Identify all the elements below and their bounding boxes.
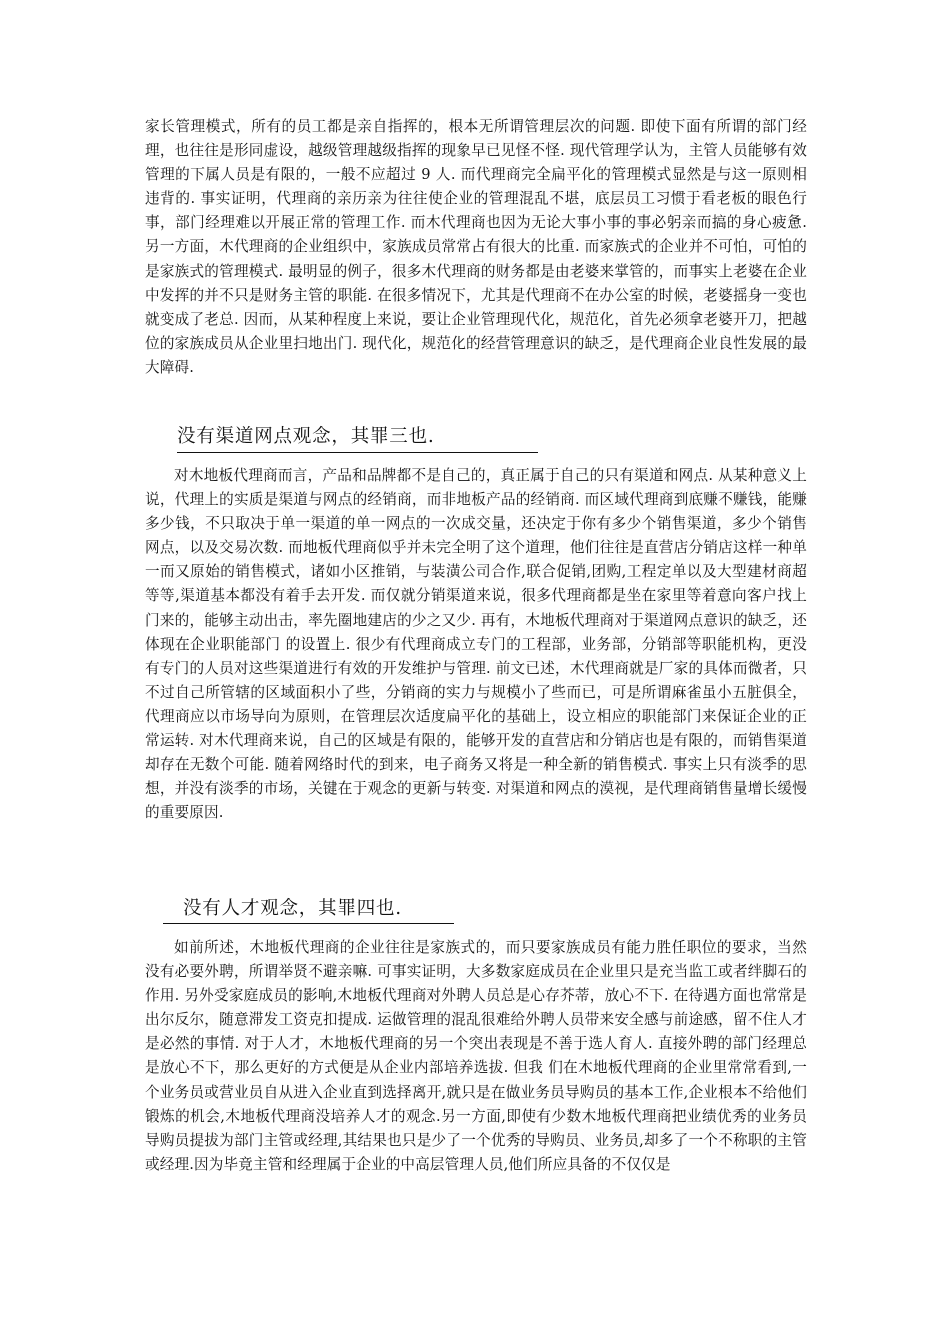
section-heading-channels: 没有渠道网点观念，其罪三也. <box>177 426 435 447</box>
channels-paragraph: 对木地板代理商而言，产品和品牌都不是自己的，真正属于自己的只有渠道和网点. 从某种意义上说，代理上的实质是渠道与网点的经销商，而非地板产品的经销商. 而区域代理商到底赚不赚钱，能赚多少钱，不只取决于单一渠道的单一网点的一次成交量，还决定于你有多少个销售渠道，多少个销售网点，以及交易次数. 而地板代理商似乎并未完全明了这个道理，他们往往是直营店分销店这样一种单一而又原始的销售模式，诸如小区推销，与装潢公司合作,联合促销,团购,工程定单以及大型建材商超等等,渠道基本都没有着手去开发. 而仅就分销渠道来说，很多代理商都是坐在家里等着意向客户找上门来的，能够主动出击，率先圈地建店的少之又少. 再有，木地板代理商对于渠道网点意识的缺乏，还体现在企业职能部门 的设置上. 很少有代理商成立专门的工程部，业务部，分销部等职能机构，更没有专门的人员对这些渠道进行有效的开发维护与管理. 前文已述，木代理商就是厂家的具体而微者，只不过自己所管辖的区域面积小了些，分销商的实力与规模小了些而已，可是所谓麻雀虽小五脏俱全，代理商应以市场导向为原则，在管理层次适度扁平化的基础上，设立相应的职能部门来保证企业的正常运转. 对木代理商来说，自己的区域是有限的，能够开发的直营店和分销店也是有限的，而销售渠道却存在无数个可能. 随着网络时代的到来，电子商务又将是一种全新的销售模式. 事实上只有淡季的思想，并没有淡季的市场，关键在于观念的更新与转变. 对渠道和网点的漠视，是代理商销售量增长缓慢的重要原因. <box>145 467 807 822</box>
intro-paragraph: 家长管理模式，所有的员工都是亲自指挥的，根本无所谓管理层次的问题. 即使下面有所谓的部门经理，也往往是形同虚设，越级管理越级指挥的现象早已见怪不怪. 现代管理学认为，主管人员能够有效管理的下属人员是有限的，一般不应超过 9 人. 而代理商完全扁平化的管理模式显然是与这一原则相违背的. 事实证明，代理商的亲历亲为往往使企业的管理混乱不堪，底层员工习惯于看老板的眼色行事，部门经理难以开展正常的管理工作. 而木代理商也因为无论大事小事的事必躬亲而搞的身心疲惫. 另一方面，木代理商的企业组织中，家族成员常常占有很大的比重. 而家族式的企业并不可怕，可怕的是家族式的管理模式. 最明显的例子，很多木代理商的财务都是由老婆来掌管的，而事实上老婆在企业中发挥的并不只是财务主管的职能. 在很多情况下，尤其是代理商不在办公室的时候，老婆摇身一变也就变成了老总. 因而，从某种程度上来说，要让企业管理现代化，规范化，首先必须拿老婆开刀，把越位的家族成员从企业里扫地出门. 现代化，规范化的经营管理意识的缺乏，是代理商企业良性发展的最大障碍. <box>145 118 807 376</box>
section-heading-underline <box>177 452 538 453</box>
section-heading-talent: 没有人才观念，其罪四也. <box>183 898 402 919</box>
section-heading-underline <box>163 923 454 924</box>
talent-paragraph: 如前所述，木地板代理商的企业往往是家族式的，而只要家族成员有能力胜任职位的要求，当然没有必要外聘，所谓举贤不避亲嘛. 可事实证明，大多数家庭成员在企业里只是充当监工或者绊脚石的作用. 另外受家庭成员的影响,木地板代理商对外聘人员总是心存芥蒂，放心不下. 在待遇方面也常常是出尔反尔，随意滞发工资克扣提成. 运做管理的混乱很难给外聘人员带来安全感与前途感，留不住人才是必然的事情. 对于人才，木地板代理商的另一个突出表现是不善于选人育人. 直接外聘的部门经理总是放心不下，那么更好的方式便是从企业内部培养选拔. 但我 们在木地板代理商的企业里常常看到,一个业务员或营业员自从进入企业直到选择离开,就只是在做业务员导购员的基本工作,企业根本不给他们锻炼的机会,木地板代理商没培养人才的观念.另一方面,即使有少数木地板代理商把业绩优秀的业务员导购员提拔为部门主管或经理,其结果也只是少了一个优秀的导购员、业务员,却多了一个不称职的主管或经理.因为毕竟主管和经理属于企业的中高层管理人员,他们所应具备的不仅仅是 <box>145 939 807 1173</box>
